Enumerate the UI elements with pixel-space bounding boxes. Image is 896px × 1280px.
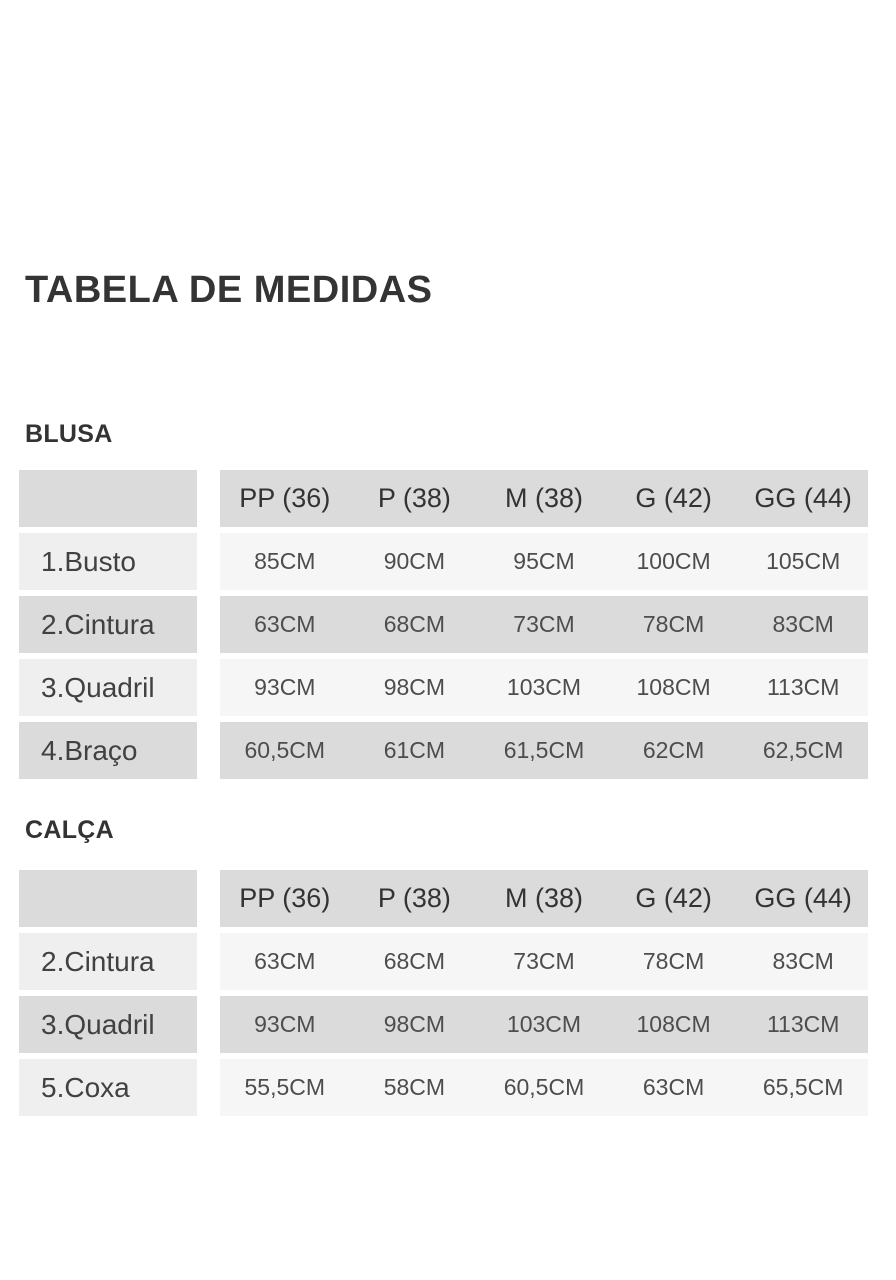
size-column-header: PP (36) [239, 483, 331, 513]
measurement-value-cell: 78CM [642, 948, 705, 974]
measurement-value-cell: 83CM [772, 611, 834, 637]
size-column-header: G (42) [635, 483, 712, 513]
table-header-row [19, 870, 868, 927]
measurement-value-cell: 63CM [254, 611, 316, 637]
measurement-value-cell: 62,5CM [762, 737, 844, 763]
table-row [19, 1059, 868, 1116]
measurement-value-cell: 93CM [254, 674, 316, 700]
measurement-value-cell: 90CM [383, 548, 446, 574]
size-column-header: M (38) [504, 483, 583, 513]
column-gap [197, 533, 220, 590]
row-data-region [220, 933, 868, 990]
measurement-value-cell: 65,5CM [762, 1074, 844, 1100]
column-gap [197, 1059, 220, 1116]
measurement-value-cell: 60,5CM [244, 737, 326, 763]
size-column-header: P (38) [377, 483, 451, 513]
measurement-value-cell: 113CM [766, 674, 840, 700]
header-data-region [220, 470, 868, 527]
column-gap [197, 870, 220, 927]
size-column-header: PP (36) [239, 883, 331, 913]
row-data-region [220, 533, 868, 590]
size-column-header: P (38) [377, 883, 451, 913]
measurement-value-cell: 73CM [513, 948, 575, 974]
size-table-calca [19, 870, 868, 1122]
table-row [19, 933, 868, 990]
row-data-region [220, 996, 868, 1053]
measurement-value-cell: 108CM [636, 1011, 711, 1037]
measure-label-cell: 3.Quadril [19, 996, 197, 1053]
column-gap [197, 596, 220, 653]
measurement-value-cell: 68CM [383, 611, 446, 637]
section-heading-calca: CALÇA [25, 816, 114, 844]
row-data-region [220, 596, 868, 653]
row-data-region [220, 1059, 868, 1116]
measure-label-cell: 3.Quadril [19, 659, 197, 716]
measurement-value-cell: 73CM [513, 611, 575, 637]
measurement-value-cell: 83CM [772, 948, 834, 974]
measurement-value-cell: 78CM [642, 611, 705, 637]
header-label-cell [19, 870, 197, 927]
size-column-header: G (42) [635, 883, 712, 913]
measurement-value-cell: 61CM [383, 737, 446, 763]
page-title: TABELA DE MEDIDAS [25, 269, 433, 311]
measurement-value-cell: 61,5CM [503, 737, 585, 763]
table-row [19, 659, 868, 716]
measurement-value-cell: 98CM [383, 674, 446, 700]
measure-label-cell: 2.Cintura [19, 933, 197, 990]
table-row [19, 722, 868, 779]
size-table-blusa [19, 470, 868, 785]
row-data-region [220, 722, 868, 779]
table-row [19, 533, 868, 590]
measurement-value-cell: 62CM [642, 737, 705, 763]
size-column-header: GG (44) [754, 883, 852, 913]
size-column-header: M (38) [504, 883, 583, 913]
measurement-value-cell: 63CM [642, 1074, 705, 1100]
measurement-value-cell: 55,5CM [244, 1074, 326, 1100]
measurement-value-cell: 93CM [254, 1011, 316, 1037]
measurement-value-cell: 103CM [506, 674, 582, 700]
column-gap [197, 659, 220, 716]
measurement-value-cell: 113CM [766, 1011, 840, 1037]
measurement-value-cell: 63CM [254, 948, 316, 974]
measurement-value-cell: 85CM [254, 548, 316, 574]
column-gap [197, 470, 220, 527]
measurement-value-cell: 103CM [506, 1011, 582, 1037]
column-gap [197, 933, 220, 990]
header-label-cell [19, 470, 197, 527]
table-row [19, 596, 868, 653]
column-gap [197, 996, 220, 1053]
measurement-value-cell: 98CM [383, 1011, 446, 1037]
measurement-value-cell: 95CM [513, 548, 575, 574]
measurement-value-cell: 105CM [766, 548, 841, 574]
row-data-region [220, 659, 868, 716]
section-heading-blusa: BLUSA [25, 420, 113, 448]
measurement-value-cell: 108CM [636, 674, 711, 700]
table-row [19, 996, 868, 1053]
size-column-header: GG (44) [754, 483, 852, 513]
measurement-value-cell: 68CM [383, 948, 446, 974]
table-header-row [19, 470, 868, 527]
measure-label-cell: 1.Busto [19, 533, 197, 590]
measure-label-cell: 4.Braço [19, 722, 197, 779]
measurement-value-cell: 58CM [383, 1074, 446, 1100]
measurement-value-cell: 100CM [636, 548, 711, 574]
measurement-value-cell: 60,5CM [503, 1074, 585, 1100]
measure-label-cell: 2.Cintura [19, 596, 197, 653]
column-gap [197, 722, 220, 779]
measure-label-cell: 5.Coxa [19, 1059, 197, 1116]
header-data-region [220, 870, 868, 927]
